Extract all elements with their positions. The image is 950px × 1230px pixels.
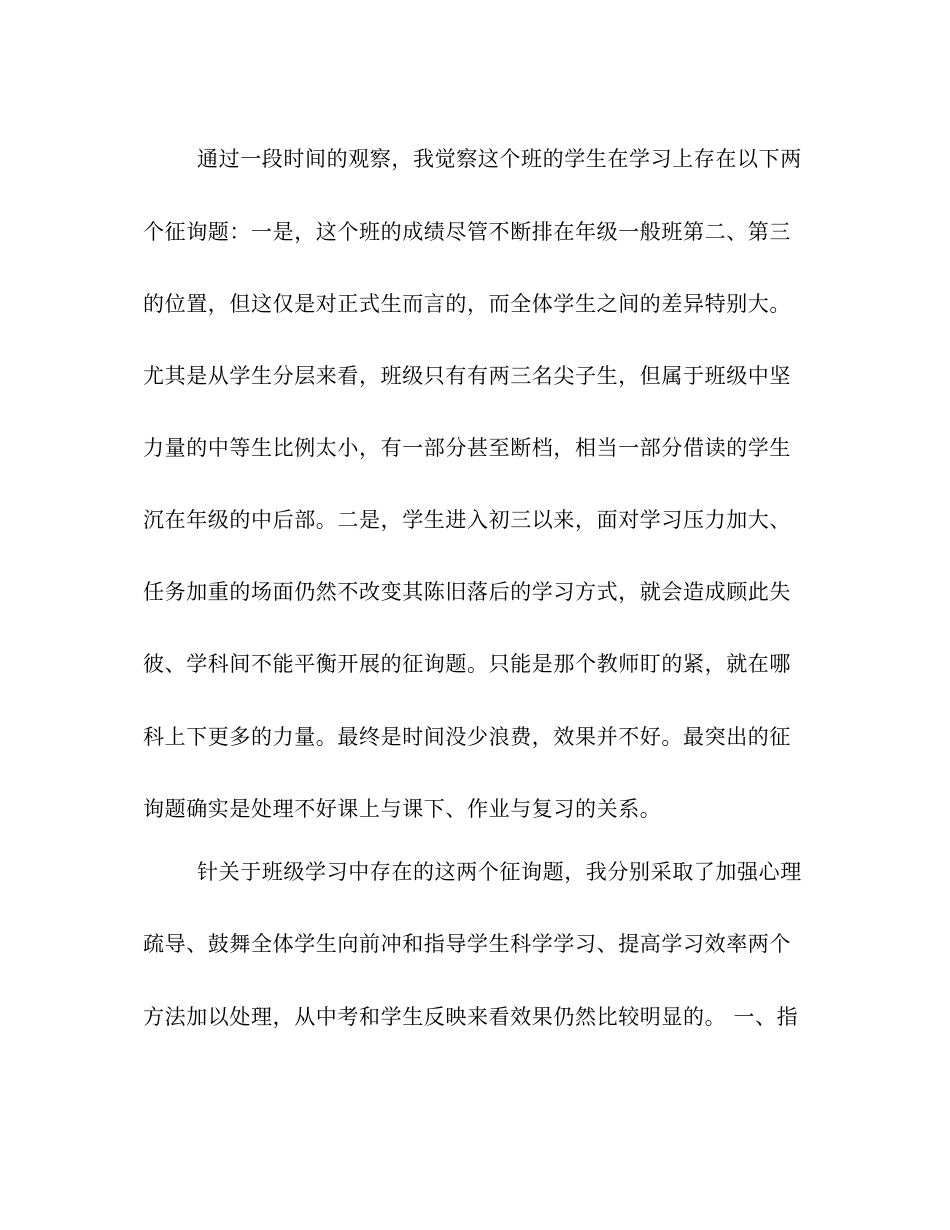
paragraph-2-line-3: 方法加以处理，从中考和学生反映来看效果仍然比较明显的。 一、指 [143, 1005, 799, 1029]
paragraph-1-line-8: 彼、学科间不能平衡开展的征询题。只能是那个教师盯的紧，就在哪 [143, 652, 791, 676]
paragraph-1-line-3: 的位置，但这仅是对正式生而言的，而全体学生之间的差异特别大。 [143, 292, 791, 316]
paragraph-2-line-2: 疏导、鼓舞全体学生向前冲和指导学生科学学习、提高学习效率两个 [143, 932, 791, 956]
paragraph-1-line-7: 任务加重的场面仍然不改变其陈旧落后的学习方式，就会造成顾此失 [143, 580, 791, 604]
paragraph-1-line-2: 个征询题：一是，这个班的成绩尽管不断排在年级一般班第二、第三 [143, 220, 791, 244]
paragraph-1-line-4: 尤其是从学生分层来看，班级只有有两三名尖子生，但属于班级中坚 [143, 364, 791, 388]
paragraph-2-line-1: 针关于班级学习中存在的这两个征询题，我分别采取了加强心理 [197, 860, 802, 884]
paragraph-1-line-5: 力量的中等生比例太小，有一部分甚至断档，相当一部分借读的学生 [143, 436, 791, 460]
paragraph-1-line-1: 通过一段时间的观察，我觉察这个班的学生在学习上存在以下两 [197, 147, 802, 171]
paragraph-1-line-10: 询题确实是处理不好课上与课下、作业与复习的关系。 [143, 797, 662, 821]
paragraph-1-line-6: 沉在年级的中后部。二是，学生进入初三以来，面对学习压力加大、 [143, 508, 791, 532]
paragraph-1-line-9: 科上下更多的力量。最终是时间没少浪费，效果并不好。最突出的征 [143, 725, 791, 749]
